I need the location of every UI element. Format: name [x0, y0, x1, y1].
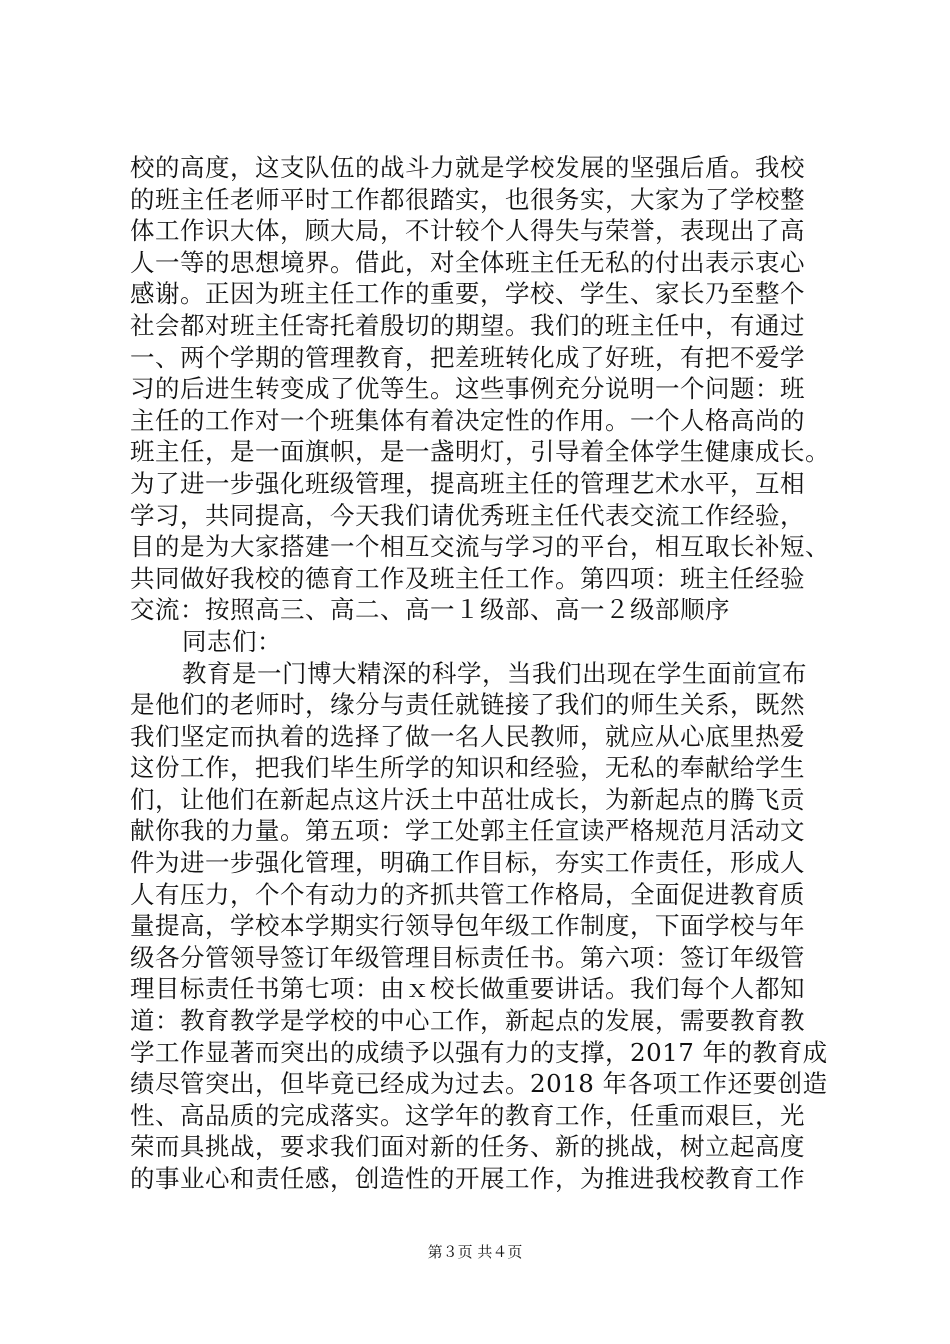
salutation-line: 同志们： — [182, 626, 282, 656]
text-line: 校的高度，这支队伍的战斗力就是学校发展的坚强后盾。我校 — [130, 153, 805, 182]
text-line: 荣而具挑战，要求我们面对新的任务、新的挑战，树立起高度 — [130, 1132, 805, 1162]
text-line: 献你我的力量。第五项：学工处郭主任宣读严格规范月活动文 — [130, 816, 805, 846]
text-line: 性、高品质的完成落实。这学年的教育工作，任重而艰巨，光 — [130, 1100, 805, 1130]
text-line: 目的是为大家搭建一个相互交流与学习的平台，相互取长补短、 — [130, 532, 830, 562]
text-line: 人一等的思想境界。借此，对全体班主任无私的付出表示衷心 — [130, 247, 805, 277]
text-line: 这份工作，把我们毕生所学的知识和经验，无私的奉献给学生 — [130, 753, 805, 783]
text-line: 件为进一步强化管理，明确工作目标，夯实工作责任，形成人 — [130, 848, 805, 878]
text-line: 绩尽管突出，但毕竟已经成为过去。2018 年各项工作还要创造 — [130, 1069, 828, 1099]
text-line: 的班主任老师平时工作都很踏实，也很务实，大家为了学校整 — [130, 184, 805, 214]
text-line: 我们坚定而执着的选择了做一名人民教师，就应从心底里热爱 — [130, 721, 805, 751]
text-line: 为了进一步强化班级管理，提高班主任的管理艺术水平，互相 — [130, 468, 805, 498]
text-line: 社会都对班主任寄托着殷切的期望。我们的班主任中，有通过 — [130, 310, 805, 340]
text-line: 习的后进生转变成了优等生。这些事例充分说明一个问题：班 — [130, 374, 805, 404]
text-line: 的事业心和责任感，创造性的开展工作，为推进我校教育工作 — [130, 1164, 805, 1193]
text-line: 级各分管领导签订年级管理目标责任书。第六项：签订年级管 — [130, 942, 805, 972]
text-line: 班主任，是一面旗帜，是一盏明灯，引导着全体学生健康成长。 — [130, 437, 830, 467]
text-line: 们，让他们在新起点这片沃土中茁壮成长，为新起点的腾飞贡 — [130, 784, 805, 814]
text-line: 学习，共同提高，今天我们请优秀班主任代表交流工作经验， — [130, 500, 805, 530]
text-line: 主任的工作对一个班集体有着决定性的作用。一个人格高尚的 — [130, 405, 805, 435]
page-footer — [0, 1242, 950, 1262]
text-line: 是他们的老师时，缘分与责任就链接了我们的师生关系，既然 — [130, 690, 805, 720]
text-line: 体工作识大体，顾大局，不计较个人得失与荣誉，表现出了高 — [130, 216, 805, 246]
text-line: 感谢。正因为班主任工作的重要，学校、学生、家长乃至整个 — [130, 279, 805, 309]
text-line: 理目标责任书第七项：由ｘ校长做重要讲话。我们每个人都知 — [130, 974, 805, 1004]
text-line: 一、两个学期的管理教育，把差班转化成了好班，有把不爱学 — [130, 342, 805, 372]
page-number: 第３页 共４页 — [427, 1243, 523, 1261]
text-line: 量提高，学校本学期实行领导包年级工作制度，下面学校与年 — [130, 911, 805, 941]
text-line: 道：教育教学是学校的中心工作，新起点的发展，需要教育教 — [130, 1006, 805, 1036]
text-line: 人有压力，个个有动力的齐抓共管工作格局，全面促进教育质 — [130, 879, 805, 909]
text-line: 共同做好我校的德育工作及班主任工作。第四项：班主任经验 — [130, 563, 805, 593]
document-body — [130, 152, 842, 1195]
text-line: 学工作显著而突出的成绩予以强有力的支撑，2017 年的教育成 — [130, 1037, 828, 1067]
text-line: 交流：按照高三、高二、高一１级部、高一２级部顺序 — [130, 595, 730, 625]
paragraph-start-line: 教育是一门博大精深的科学，当我们出现在学生面前宣布 — [182, 658, 807, 688]
